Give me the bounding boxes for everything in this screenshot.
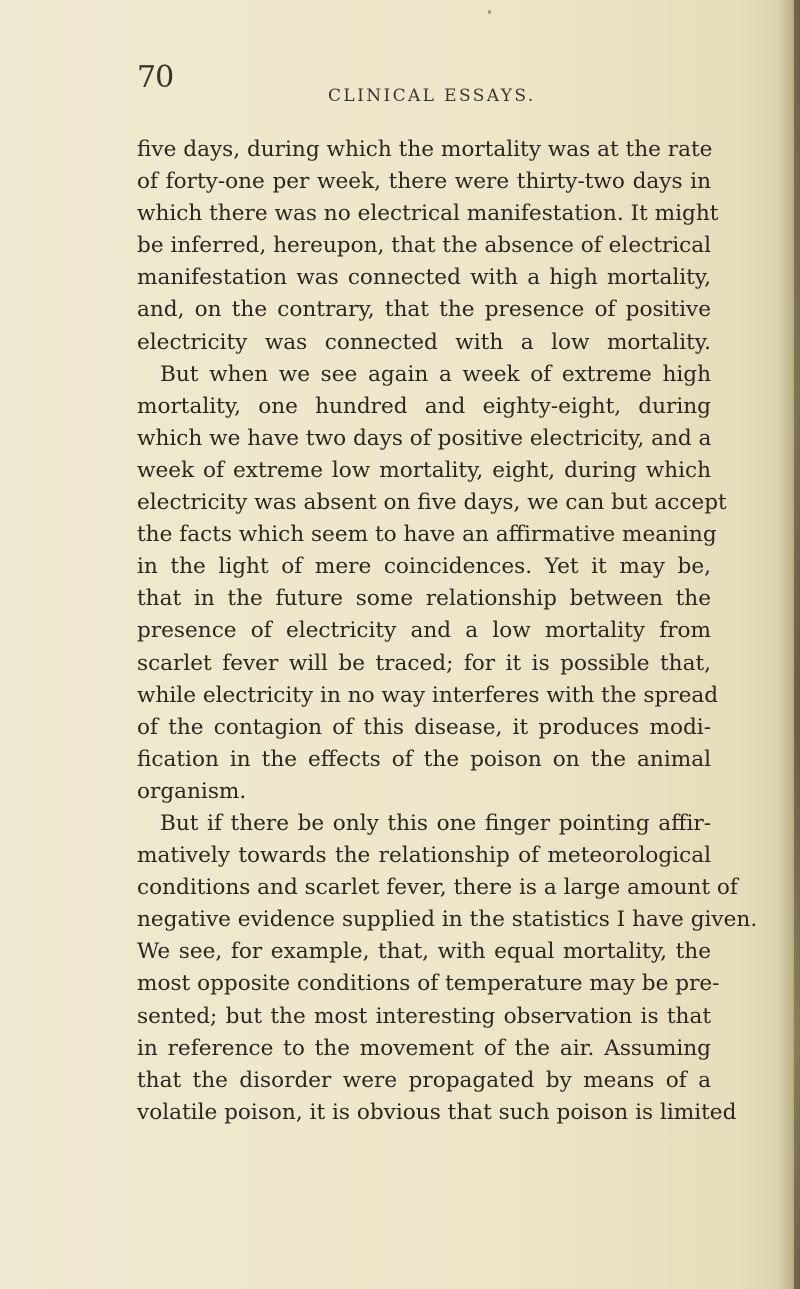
body-text bbox=[137, 134, 758, 1129]
text-line: in reference to the movement of the air. Assuming bbox=[137, 1035, 711, 1061]
text-line: conditions and scarlet fever, there is a large amount of bbox=[137, 875, 738, 901]
text-line: We see, for example, that, with equal mortality, the bbox=[137, 939, 711, 965]
text-line: volatile poison, it is obvious that such poison is limited bbox=[137, 1099, 737, 1125]
running-head: CLINICAL ESSAYS. bbox=[328, 86, 536, 106]
text-line: in the light of mere coincidences. Yet it may be, bbox=[137, 554, 711, 580]
text-line: the facts which seem to have an affirmative meaning bbox=[137, 522, 717, 548]
text-line: that the disorder were propagated by means of a bbox=[137, 1067, 711, 1093]
text-line: fication in the effects of the poison on the animal bbox=[137, 746, 711, 772]
text-line: week of extreme low mortality, eight, during which bbox=[137, 457, 711, 483]
text-line: which there was no electrical manifestation. It might bbox=[137, 201, 719, 227]
text-line: manifestation was connected with a high mortality, bbox=[137, 265, 711, 291]
page-binding-edge bbox=[794, 0, 800, 1289]
text-line: matively towards the relationship of meteorological bbox=[137, 843, 711, 869]
text-line: organism. bbox=[137, 778, 247, 804]
text-line: scarlet fever will be traced; for it is possible that, bbox=[137, 650, 711, 676]
text-line: and, on the contrary, that the presence of positive bbox=[137, 297, 711, 323]
text-line: be inferred, hereupon, that the absence of electrical bbox=[137, 233, 711, 259]
text-line: But if there be only this one finger pointing affir- bbox=[160, 810, 711, 836]
text-line: presence of electricity and a low mortality from bbox=[137, 618, 711, 644]
text-line: sented; but the most interesting observation is that bbox=[137, 1003, 711, 1029]
text-line: most opposite conditions of temperature may be pre- bbox=[137, 971, 720, 997]
text-line: while electricity in no way interferes with the spread bbox=[137, 682, 719, 708]
text-line: of forty-one per week, there were thirty-two days in bbox=[137, 169, 711, 195]
text-line: mortality, one hundred and eighty-eight, during bbox=[137, 393, 711, 419]
text-line: electricity was absent on five days, we can but accept bbox=[137, 490, 727, 516]
print-speck bbox=[488, 10, 491, 14]
page-number: 70 bbox=[137, 60, 174, 95]
text-line: that in the future some relationship between the bbox=[137, 586, 711, 612]
text-line: negative evidence supplied in the statistics I have given. bbox=[137, 907, 758, 933]
text-line: which we have two days of positive electricity, and a bbox=[137, 425, 712, 451]
text-line: But when we see again a week of extreme high bbox=[160, 361, 711, 387]
text-line: of the contagion of this disease, it produces modi- bbox=[137, 714, 711, 740]
text-line: electricity was connected with a low mortality. bbox=[137, 329, 711, 355]
text-line: five days, during which the mortality was at the rate bbox=[137, 137, 713, 162]
